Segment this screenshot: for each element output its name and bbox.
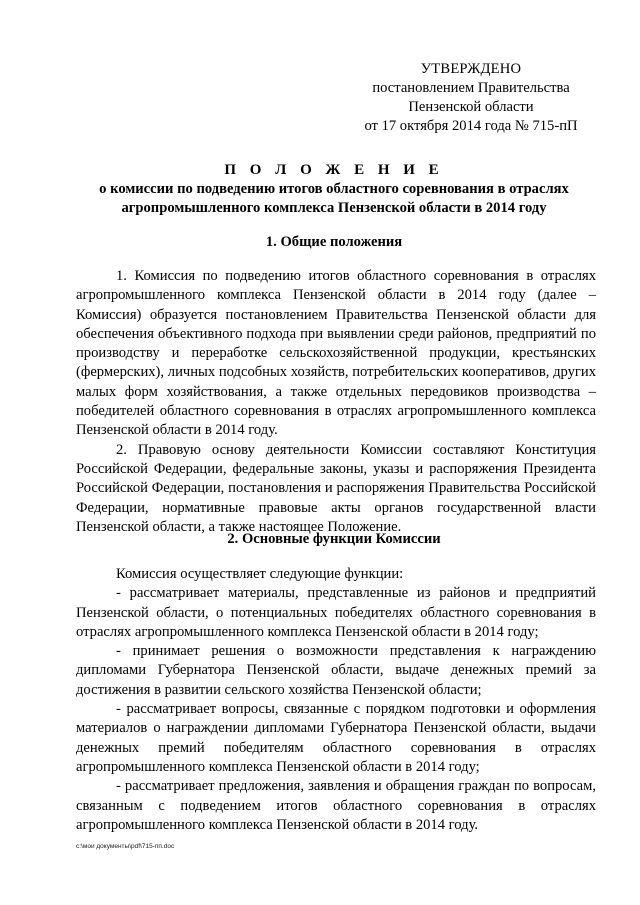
document-subtitle-line-2: агропромышленного комплекса Пензенской области в 2014 году	[121, 200, 547, 216]
document-title	[60, 161, 608, 218]
section-2-heading: 2. Основные функции Комиссии	[227, 531, 441, 547]
document-heading: П О Л О Ж Е Н И Е	[224, 162, 444, 178]
approval-line-2: постановлением Правительства	[372, 80, 570, 96]
approval-line-4: от 17 октября 2014 года № 715-пП	[364, 118, 578, 134]
function-item: - рассматривает вопросы, связанные с порядком подготовки и оформления материалов о награждении дипломами Губернатора Пензенской области, выдачи денежных премий победителям областного соревнования в отраслях агропромышленного комплекса Пензенской области в 2014 году;	[76, 701, 596, 775]
approval-title: УТВЕРЖДЕНО	[420, 61, 522, 77]
approval-stamp	[352, 60, 590, 136]
section-1-paragraph: 2. Правовую основу деятельности Комиссии составляют Конституция Российской Федерации, федеральные законы, указы и распоряжения Президента Российской Федерации, постановления и распоряжения Правительства Российской Федерации, нормативные правовые акты органов государственной власти Пензенской области, а также настоящее Положение.	[76, 441, 596, 535]
section-2-body	[76, 565, 596, 835]
document-subtitle-line-1: о комиссии по подведению итогов областного соревнования в отраслях	[99, 181, 569, 197]
file-path-footer: c:\мои документы\pdf\715-пп.doc	[76, 843, 175, 850]
function-item: - принимает решения о возможности представления к награждению дипломами Губернатора Пензенской области, выдаче денежных премий за достижения в развитии сельского хозяйства Пензенской области;	[76, 643, 596, 698]
section-1-paragraph: 1. Комиссия по подведению итогов областного соревнования в отраслях агропромышленного комплекса Пензенской области в 2014 году (далее – Комиссия) образуется постановлением Правительства Пензенской области для обеспечения объективного подхода при выявлении среди районов, предприятий по производству и переработке сельскохозяйственной продукции, крестьянских (фермерских), личных подсобных хозяйств, потребительских кооперативов, других малых форм хозяйствования, а также отдельных передовиков производства – победителей областного соревнования в отраслях агропромышленного комплекса Пензенской области в 2014 году.	[76, 268, 596, 439]
section-1-heading: 1. Общие положения	[265, 234, 403, 250]
section-1-body	[76, 267, 596, 537]
approval-line-3: Пензенской области	[408, 99, 534, 115]
function-item: - рассматривает материалы, представленные из районов и предприятий Пензенской области, о потенциальных победителях областного соревнования в отраслях агропромышленного комплекса Пензенской области в 2014 году;	[76, 585, 596, 640]
section-2-intro: Комиссия осуществляет следующие функции:	[116, 566, 404, 582]
function-item: - рассматривает предложения, заявления и обращения граждан по вопросам, связанным с подведением итогов областного соревнования в отраслях агропромышленного комплекса Пензенской области в 2014 году.	[76, 778, 596, 833]
